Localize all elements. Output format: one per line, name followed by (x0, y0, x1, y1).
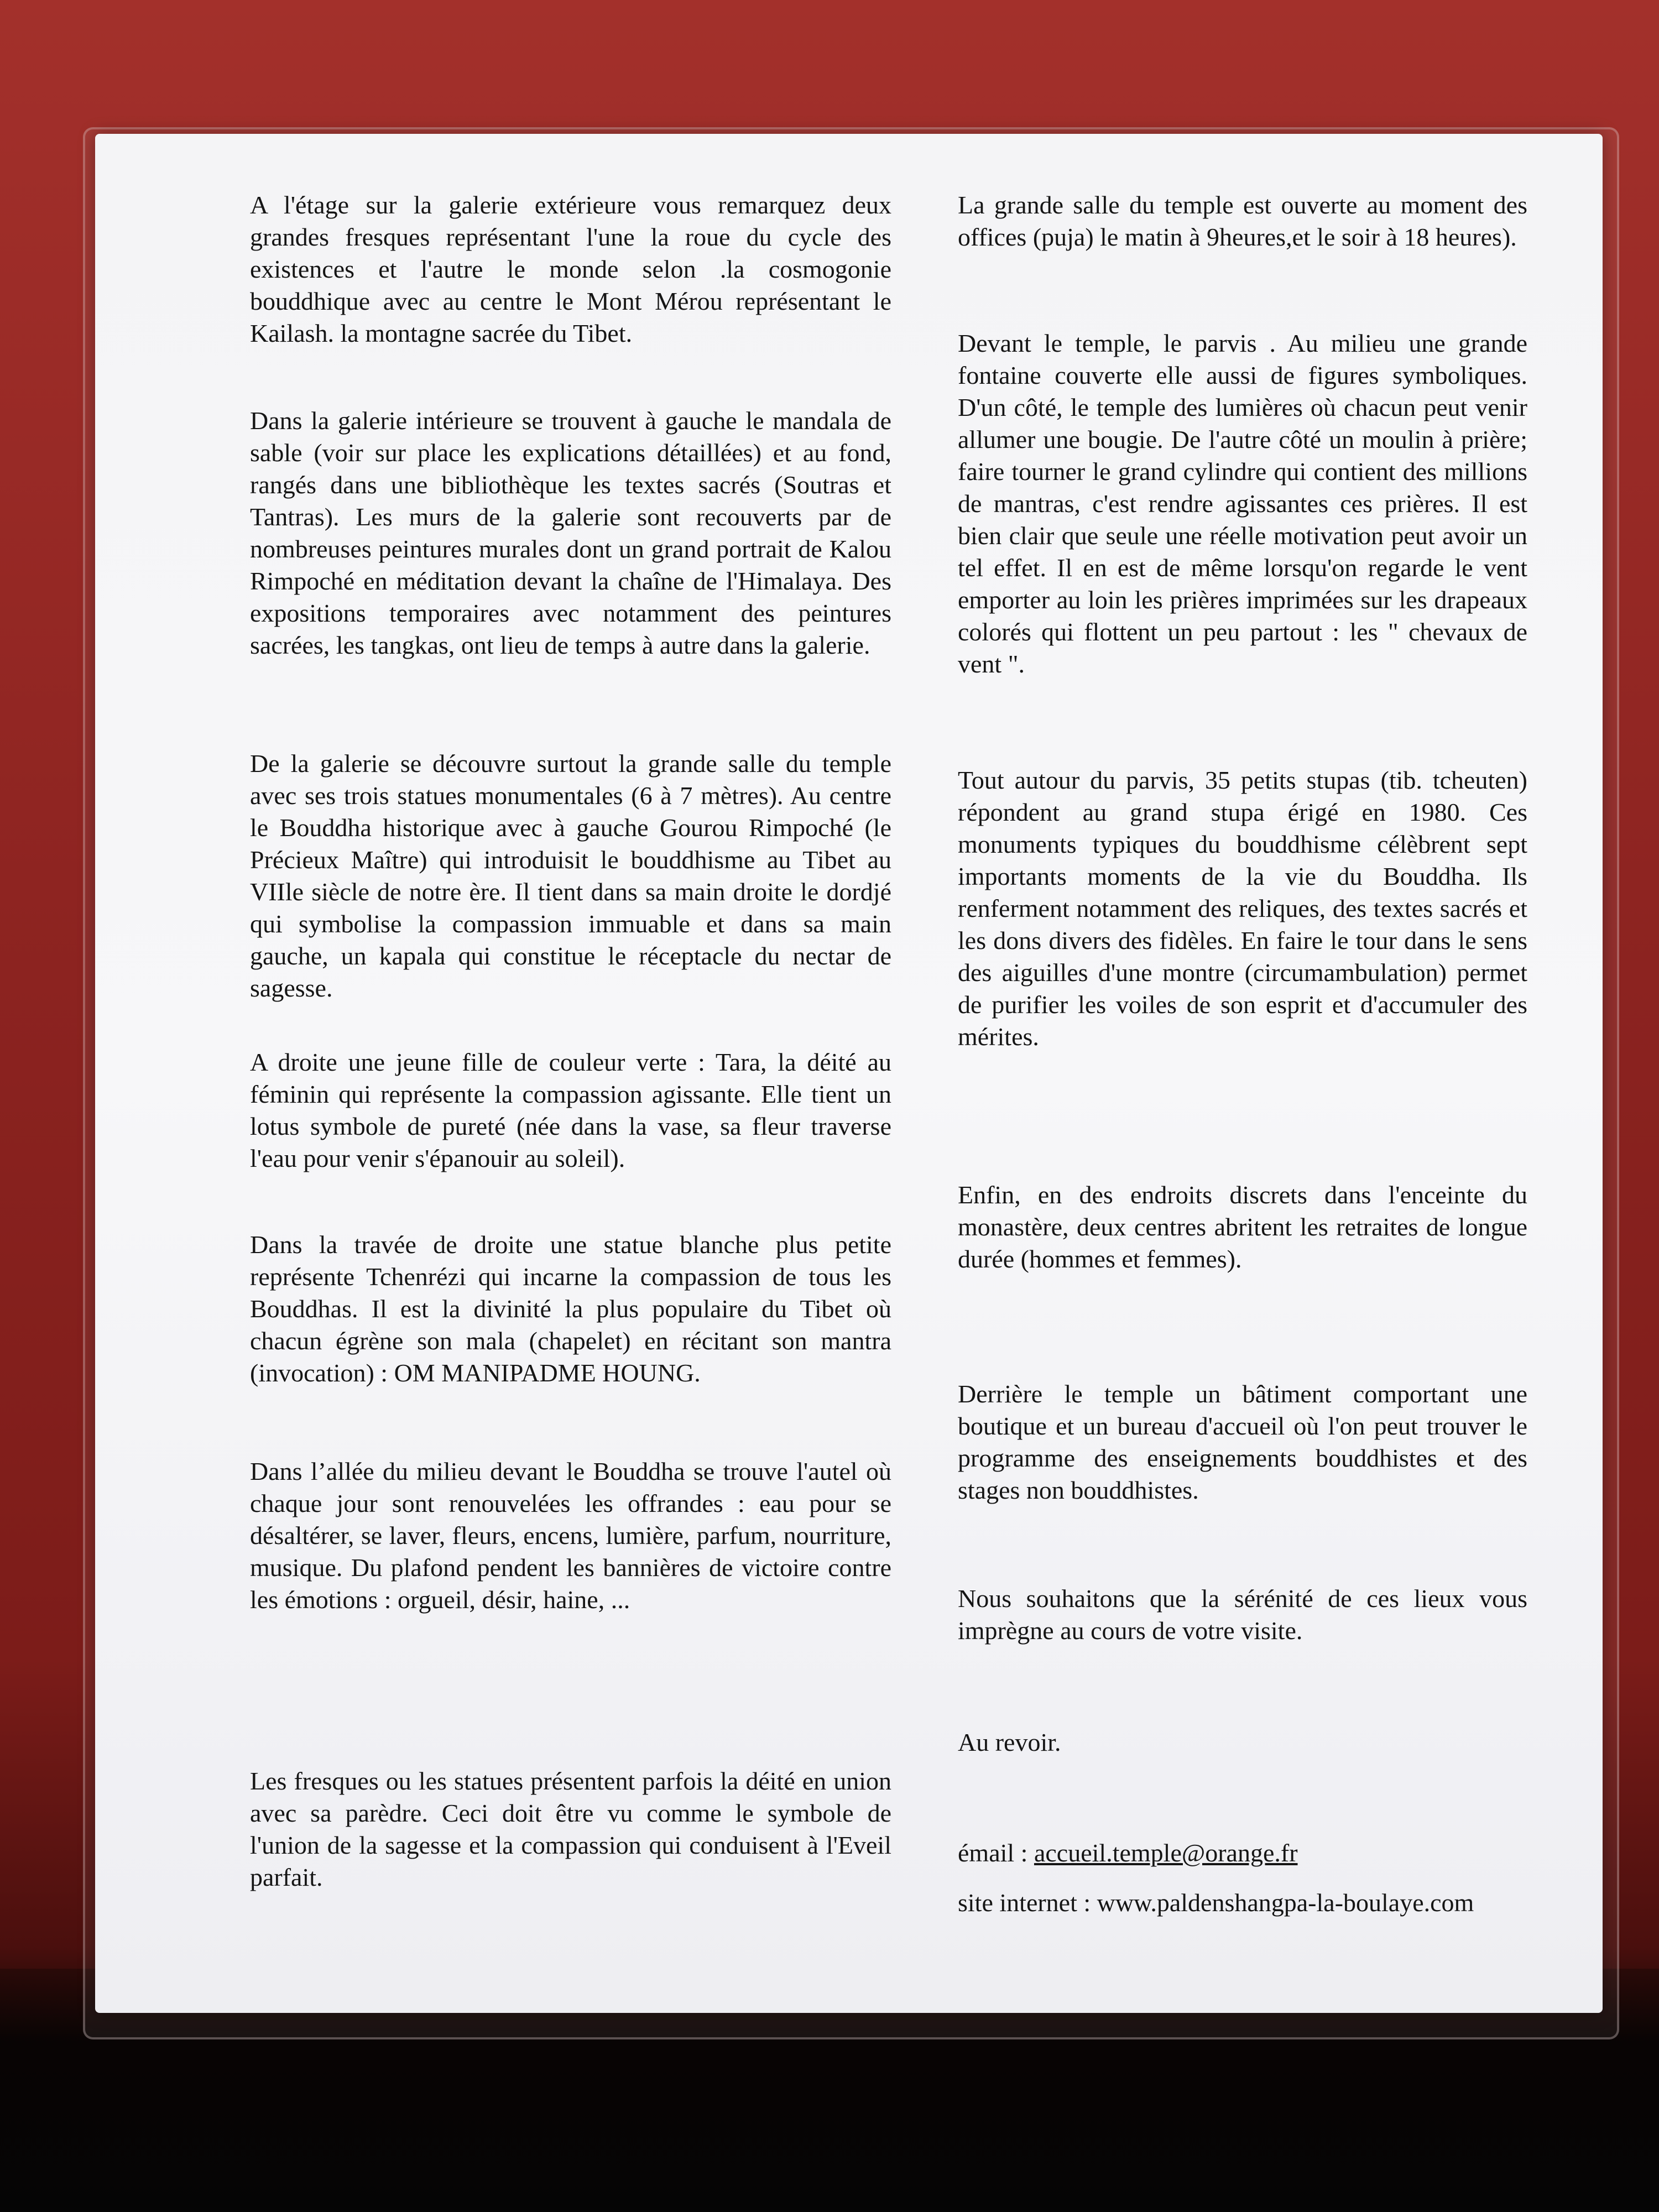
right-paragraph-1: La grande salle du temple est ouverte au moment des offices (puja) le matin à 9heures,et le soir à 18 heures). (958, 191, 1527, 251)
right-paragraph-2: Devant le temple, le parvis . Au milieu une grande fontaine couverte elle aussi de figures symboliques. D'un côté, le temple des lumières où chacun peut venir allumer une bougie. De l'autre côté un moulin à prière; faire tourner le grand cylindre qui contient des millions de mantras, c'est rendre agissantes ces prières. Il est bien clair que seule une réelle motivation peut avoir un tel effet. Il en est de même lorsqu'on regarde le vent emporter au loin les prières imprimées sur les drapeaux colorés qui flottent un peu partout : les " chevaux de vent ". (958, 329, 1527, 678)
right-paragraph-7: Au revoir. (958, 1728, 1061, 1756)
email-label: émail : (958, 1839, 1034, 1867)
left-paragraph-3: De la galerie se découvre surtout la grande salle du temple avec ses trois statues monumentales (6 à 7 mètres). Au centre le Bouddha historique avec à gauche Gourou Rimpoché (le Précieux Maître) qui introduisit le bouddhisme au Tibet au VIIle siècle de notre ère. Il tient dans sa main droite le dordjé qui symbolise la compassion immuable et dans sa main gauche, un kapala qui constitue le réceptacle du nectar de sagesse. (250, 749, 891, 1002)
left-paragraph-1: A l'étage sur la galerie extérieure vous remarquez deux grandes fresques représentant l'une la roue du cycle des existences et l'autre le monde selon .la cosmogonie bouddhique avec au centre le Mont Mérou représentant le Kailash. la montagne sacrée du Tibet. (250, 191, 891, 347)
left-paragraph-4: A droite une jeune fille de couleur verte : Tara, la déité au féminin qui représente la compassion agissante. Elle tient un lotus symbole de pureté (née dans la vase, sa fleur traverse l'eau pour venir s'épanouir au soleil). (250, 1048, 891, 1172)
document-sheet (95, 134, 1603, 2013)
left-paragraph-7: Les fresques ou les statues présentent parfois la déité en union avec sa parèdre. Ceci doit être vu comme le symbole de l'union de la sagesse et la compassion qui conduisent à l'Eveil parfait. (250, 1767, 891, 1891)
left-paragraph-5: Dans la travée de droite une statue blanche plus petite représente Tchenrézi qui incarne la compassion de tous les Bouddhas. Il est la divinité la plus populaire du Tibet où chacun égrène son mala (chapelet) en récitant son mantra (invocation) : OM MANIPADME HOUNG. (250, 1230, 891, 1387)
website-line: site internet : www.paldenshangpa-la-boulaye.com (958, 1888, 1474, 1917)
right-paragraph-4: Enfin, en des endroits discrets dans l'enceinte du monastère, deux centres abritent les retraites de longue durée (hommes et femmes). (958, 1181, 1527, 1273)
left-paragraph-2: Dans la galerie intérieure se trouvent à gauche le mandala de sable (voir sur place les explications détaillées) et au fond, rangés dans une bibliothèque les textes sacrés (Soutras et Tantras). Les murs de la galerie sont recouverts par de nombreuses peintures murales dont un grand portrait de Kalou Rimpoché en méditation devant la chaîne de l'Himalaya. Des expositions temporaires avec notamment des peintures sacrées, les tangkas, ont lieu de temps à autre dans la galerie. (250, 406, 891, 659)
email-line (958, 1837, 1527, 1869)
right-paragraph-5: Derrière le temple un bâtiment comportant une boutique et un bureau d'accueil où l'on peut trouver le programme des enseignements bouddhistes et des stages non bouddhistes. (958, 1380, 1527, 1504)
left-paragraph-6: Dans l’allée du milieu devant le Bouddha se trouve l'autel où chaque jour sont renouvelées les offrandes : eau pour se désaltérer, se laver, fleurs, encens, lumière, parfum, nourriture, musique. Du plafond pendent les bannières de victoire contre les émotions : orgueil, désir, haine, ... (250, 1457, 891, 1614)
email-link[interactable]: accueil.temple@orange.fr (1034, 1839, 1298, 1867)
right-paragraph-6: Nous souhaitons que la sérénité de ces lieux vous imprègne au cours de votre visite. (958, 1584, 1527, 1645)
right-paragraph-3: Tout autour du parvis, 35 petits stupas (tib. tcheuten) répondent au grand stupa érigé en 1980. Ces monuments typiques du bouddhisme célèbrent sept importants moments de la vie du Bouddha. Ils renferment notamment des reliques, des textes sacrés et les dons divers des fidèles. En faire le tour dans le sens des aiguilles d'une montre (circumambulation) permet de purifier les voiles de son esprit et d'accumuler des mérites. (958, 766, 1527, 1051)
